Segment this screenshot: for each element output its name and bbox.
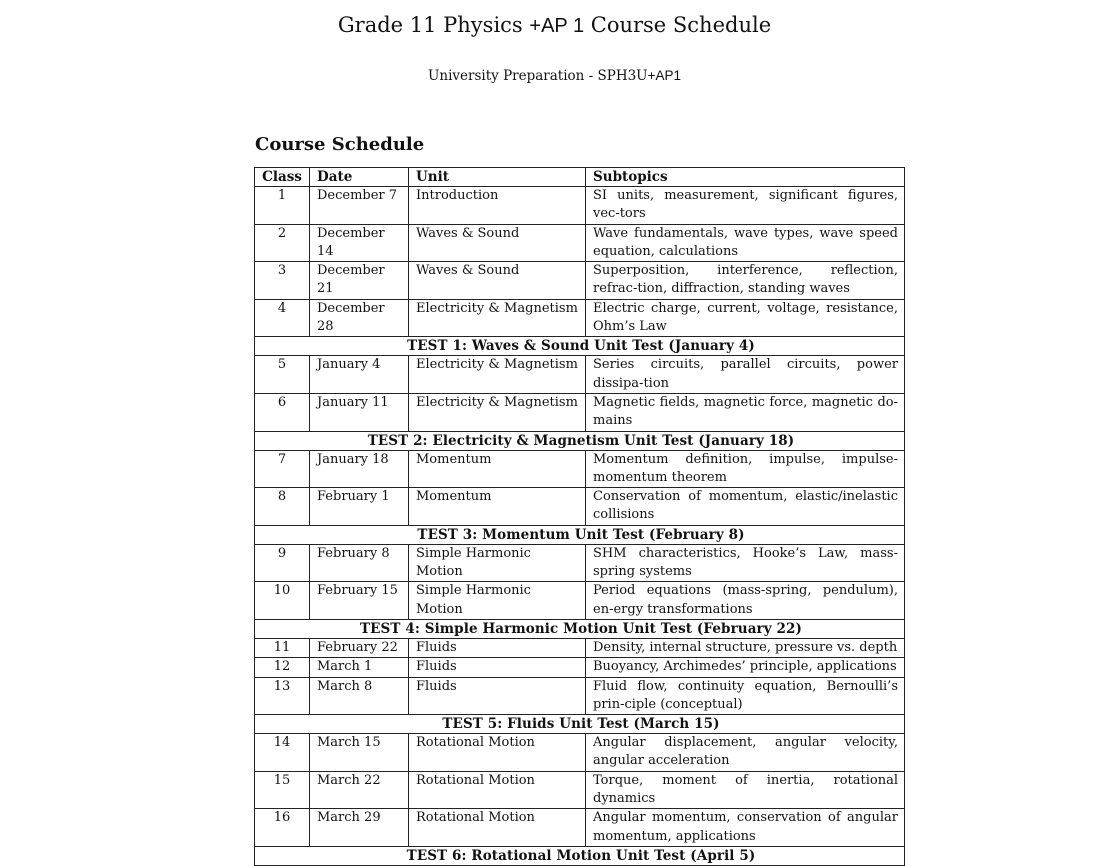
date-cell: March 15 (310, 734, 409, 772)
class-cell: 3 (255, 262, 310, 300)
subtopics-cell: Period equations (mass-spring, pendulum), en-ergy transformations (586, 582, 905, 620)
subtopics-cell: Torque, moment of inertia, rotational dynamics (586, 771, 905, 809)
date-cell: March 1 (310, 658, 409, 677)
table-row (255, 356, 905, 394)
test-row (255, 525, 905, 544)
class-cell: 11 (255, 638, 310, 657)
header-date: Date (310, 168, 409, 187)
test-label: TEST 2: Electricity & Magnetism Unit Test (January 18) (255, 431, 905, 450)
test-row (255, 431, 905, 450)
date-cell: January 11 (310, 393, 409, 431)
unit-cell: Fluids (409, 677, 586, 715)
table-row (255, 187, 905, 225)
title-text-start: Grade 11 Physics (337, 13, 530, 37)
date-cell: February 22 (310, 638, 409, 657)
unit-cell: Momentum (409, 450, 586, 488)
title-text-end: Course Schedule (584, 13, 772, 37)
date-cell: December 7 (310, 187, 409, 225)
header-subtopics: Subtopics (586, 168, 905, 187)
subtopics-cell: SHM characteristics, Hooke’s Law, mass-spring systems (586, 544, 905, 582)
subtopics-cell: SI units, measurement, significant figures, vec-tors (586, 187, 905, 225)
unit-cell: Electricity & Magnetism (409, 299, 586, 337)
table-row (255, 262, 905, 300)
test-label: TEST 5: Fluids Unit Test (March 15) (255, 715, 905, 734)
date-cell: December 14 (310, 224, 409, 262)
class-cell: 2 (255, 224, 310, 262)
subtitle-ap-label: +AP1 (647, 68, 681, 83)
class-cell: 15 (255, 771, 310, 809)
unit-cell: Waves & Sound (409, 262, 586, 300)
unit-cell: Rotational Motion (409, 771, 586, 809)
unit-cell: Introduction (409, 187, 586, 225)
unit-cell: Waves & Sound (409, 224, 586, 262)
class-cell: 12 (255, 658, 310, 677)
schedule-body (255, 187, 905, 866)
class-cell: 13 (255, 677, 310, 715)
date-cell: March 8 (310, 677, 409, 715)
date-cell: December 28 (310, 299, 409, 337)
class-cell: 14 (255, 734, 310, 772)
subtopics-cell: Series circuits, parallel circuits, power dissipa-tion (586, 356, 905, 394)
subtopics-cell: Density, internal structure, pressure vs. depth (586, 638, 905, 657)
table-row (255, 638, 905, 657)
date-cell: February 15 (310, 582, 409, 620)
subtopics-cell: Electric charge, current, voltage, resistance, Ohm’s Law (586, 299, 905, 337)
class-cell: 7 (255, 450, 310, 488)
class-cell: 1 (255, 187, 310, 225)
unit-cell: Electricity & Magnetism (409, 356, 586, 394)
unit-cell: Momentum (409, 488, 586, 526)
document-subtitle (0, 67, 1109, 85)
unit-cell: Rotational Motion (409, 734, 586, 772)
test-label: TEST 1: Waves & Sound Unit Test (January 4) (255, 337, 905, 356)
subtopics-cell: Angular displacement, angular velocity, angular acceleration (586, 734, 905, 772)
date-cell: March 22 (310, 771, 409, 809)
subtopics-cell: Magnetic fields, magnetic force, magnetic do-mains (586, 393, 905, 431)
header-class: Class (255, 168, 310, 187)
test-row (255, 846, 905, 865)
test-label: TEST 4: Simple Harmonic Motion Unit Test (February 22) (255, 619, 905, 638)
subtopics-cell: Fluid flow, continuity equation, Bernoulli’s prin-ciple (conceptual) (586, 677, 905, 715)
header-unit: Unit (409, 168, 586, 187)
subtopics-cell: Buoyancy, Archimedes’ principle, applications (586, 658, 905, 677)
table-row (255, 224, 905, 262)
table-row (255, 488, 905, 526)
table-row (255, 544, 905, 582)
subtopics-cell: Wave fundamentals, wave types, wave speed equation, calculations (586, 224, 905, 262)
title-ap-label: +AP 1 (529, 15, 585, 37)
class-cell: 16 (255, 809, 310, 847)
unit-cell: Electricity & Magnetism (409, 393, 586, 431)
class-cell: 10 (255, 582, 310, 620)
table-row (255, 393, 905, 431)
unit-cell: Fluids (409, 638, 586, 657)
section-heading: Course Schedule (255, 134, 425, 155)
test-row (255, 715, 905, 734)
class-cell: 5 (255, 356, 310, 394)
unit-cell: Fluids (409, 658, 586, 677)
subtopics-cell: Angular momentum, conservation of angular momentum, applications (586, 809, 905, 847)
table-row (255, 809, 905, 847)
table-row (255, 771, 905, 809)
subtopics-cell: Conservation of momentum, elastic/inelastic collisions (586, 488, 905, 526)
date-cell: March 29 (310, 809, 409, 847)
unit-cell: Simple Harmonic Motion (409, 544, 586, 582)
date-cell: January 18 (310, 450, 409, 488)
class-cell: 8 (255, 488, 310, 526)
table-header-row (255, 168, 905, 187)
subtitle-text: University Preparation - SPH3U (428, 68, 648, 84)
unit-cell: Simple Harmonic Motion (409, 582, 586, 620)
test-label: TEST 6: Rotational Motion Unit Test (April 5) (255, 846, 905, 865)
subtopics-cell: Superposition, interference, reflection, refrac-tion, diffraction, standing waves (586, 262, 905, 300)
table-row (255, 734, 905, 772)
test-row (255, 337, 905, 356)
date-cell: December 21 (310, 262, 409, 300)
test-row (255, 619, 905, 638)
date-cell: January 4 (310, 356, 409, 394)
unit-cell: Rotational Motion (409, 809, 586, 847)
table-row (255, 450, 905, 488)
class-cell: 6 (255, 393, 310, 431)
test-label: TEST 3: Momentum Unit Test (February 8) (255, 525, 905, 544)
date-cell: February 8 (310, 544, 409, 582)
class-cell: 4 (255, 299, 310, 337)
table-row (255, 677, 905, 715)
class-cell: 9 (255, 544, 310, 582)
date-cell: February 1 (310, 488, 409, 526)
table-row (255, 299, 905, 337)
document-title (0, 12, 1109, 39)
course-schedule-table (254, 167, 905, 866)
table-row (255, 658, 905, 677)
subtopics-cell: Momentum definition, impulse, impulse-momentum theorem (586, 450, 905, 488)
table-row (255, 582, 905, 620)
